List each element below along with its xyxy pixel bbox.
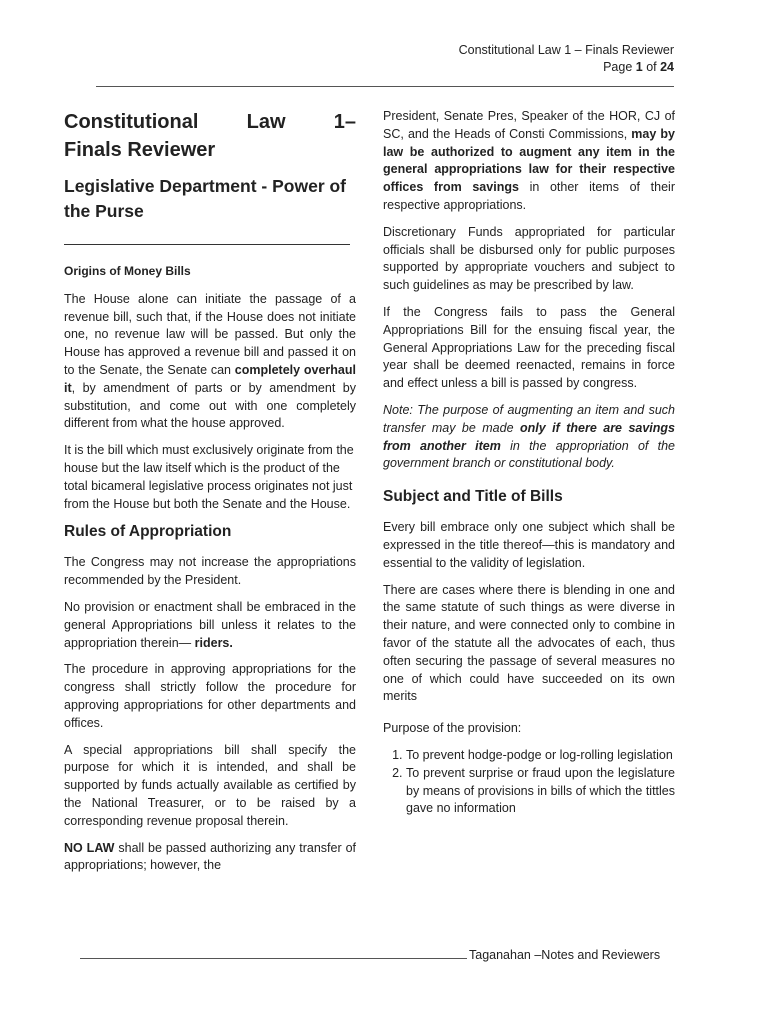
page-of: of (642, 60, 661, 74)
text-run: The House alone can initiate the passage of a revenue bill, such that, if the House does not initiate one, no revenue law will be passed. But only the House has approved a revenue bill and passed it on to the Senate, the Senate can (64, 291, 356, 377)
rules-heading: Rules of Appropriation (64, 523, 232, 541)
text-run: in other items of their respective appropriations. (383, 180, 675, 212)
origins-heading: Origins of Money Bills (64, 264, 191, 278)
paragraph-augment (383, 108, 675, 215)
purpose-label: Purpose of the provision: (383, 721, 522, 736)
page-total: 24 (660, 60, 674, 74)
page-prefix: Page (603, 60, 636, 74)
bold-run: riders. (194, 635, 233, 650)
document-title (64, 108, 356, 164)
header-title: Constitutional Law 1 – Finals Reviewer (458, 43, 674, 57)
text-run: Note: The purpose of augmenting an item and such transfer may be made (383, 402, 675, 435)
paragraph-congress-increase: The Congress may not increase the appropriations recommended by the President. (64, 555, 356, 588)
left-column (64, 108, 356, 884)
paragraph-procedure: The procedure in approving appropriations for the congress shall strictly follow the procedure for approving appropriations for other departments and offices. (64, 662, 356, 730)
title-divider (64, 244, 350, 245)
footer-text: Taganahan –Notes and Reviewers (469, 948, 661, 962)
paragraph-one-subject: Every bill embrace only one subject which shall be expressed in the title thereof—this is mandatory and essential to the validity of legislation. (383, 520, 675, 570)
right-column (383, 108, 675, 818)
paragraph-revenue-bill (64, 291, 356, 433)
header-divider (96, 86, 674, 87)
page-footer (80, 948, 660, 962)
footer-divider (80, 958, 467, 959)
bold-run: NO LAW (64, 840, 115, 855)
text-run: in the appropriation of the government branch or constitutional body. (383, 438, 676, 471)
list-item: 1. To prevent hodge-podge or log-rolling legislation (406, 747, 675, 765)
page-number (459, 59, 674, 76)
paragraph-discretionary: Discretionary Funds appropriated for particular officials shall be disbursed only for public purposes supported by appropriate vouchers and subject to such guidelines as may be prescribed by law. (383, 224, 675, 293)
subject-heading: Subject and Title of Bills (383, 488, 563, 506)
page-current: 1 (635, 60, 643, 74)
paragraph-no-law (64, 840, 356, 876)
bold-run: completely overhaul it (64, 362, 356, 395)
title-word-3: 1– (333, 111, 356, 133)
list-item: 2. To prevent surprise or fraud upon the legislature by means of provisions in bills of which the tittles gave no information (406, 765, 675, 818)
text-run: , by amendment of parts or by amendment by substitution, and come out with one completely different from what the house approved. (64, 380, 356, 431)
paragraph-reenacted: If the Congress fails to pass the General Appropriations Bill for the ensuing fiscal year, the General Appropriations Law for the preceding fiscal year shall be deemed reenacted, remains in force and effect unless a bill is passed by congress. (383, 304, 675, 391)
paragraph-bicameral: It is the bill which must exclusively originate from the house but the law itself which is the product of the total bicameral legislative process originates not just from the House but both the Senate and the House. (64, 443, 354, 511)
document-title-line-1 (64, 108, 356, 136)
purpose-list (383, 747, 675, 818)
document-title-line-2: Finals Reviewer (64, 139, 216, 161)
paragraph-special-bill: A special appropriations bill shall specify the purpose for which it is intended, and shall be supported by funds actually available as certified by the National Treasurer, or to be raised by a corresponding revenue proposal therein. (64, 742, 356, 828)
paragraph-riders (64, 599, 356, 652)
paragraph-note (383, 402, 675, 473)
title-word-2: Law (246, 111, 286, 133)
page-header (459, 42, 674, 76)
text-run: shall be passed authorizing any transfer of appropriations; however, the (64, 840, 356, 873)
paragraph-blending: There are cases where there is blending in one and the same statute of such things as were diverse in their nature, and were connected only to combine in favor of the statute all the advocates of each, thus often securing the passage of several measures no one of which could have succeeded on its own merits (383, 582, 675, 704)
document-subtitle: Legislative Department - Power of the Purse (64, 176, 347, 221)
text-run: President, Senate Pres, Speaker of the HOR, CJ of SC, and the Heads of Consti Commissions, (383, 109, 675, 141)
title-word-1: Constitutional (64, 111, 199, 133)
bold-run: only if there are savings from another item (383, 420, 676, 453)
bold-run: may by law be authorized to augment any item in the general appropriations law for their respective offices from savings (383, 126, 675, 195)
text-run: No provision or enactment shall be embraced in the general Appropriations bill unless it relates to the appropriation therein— (64, 599, 356, 650)
